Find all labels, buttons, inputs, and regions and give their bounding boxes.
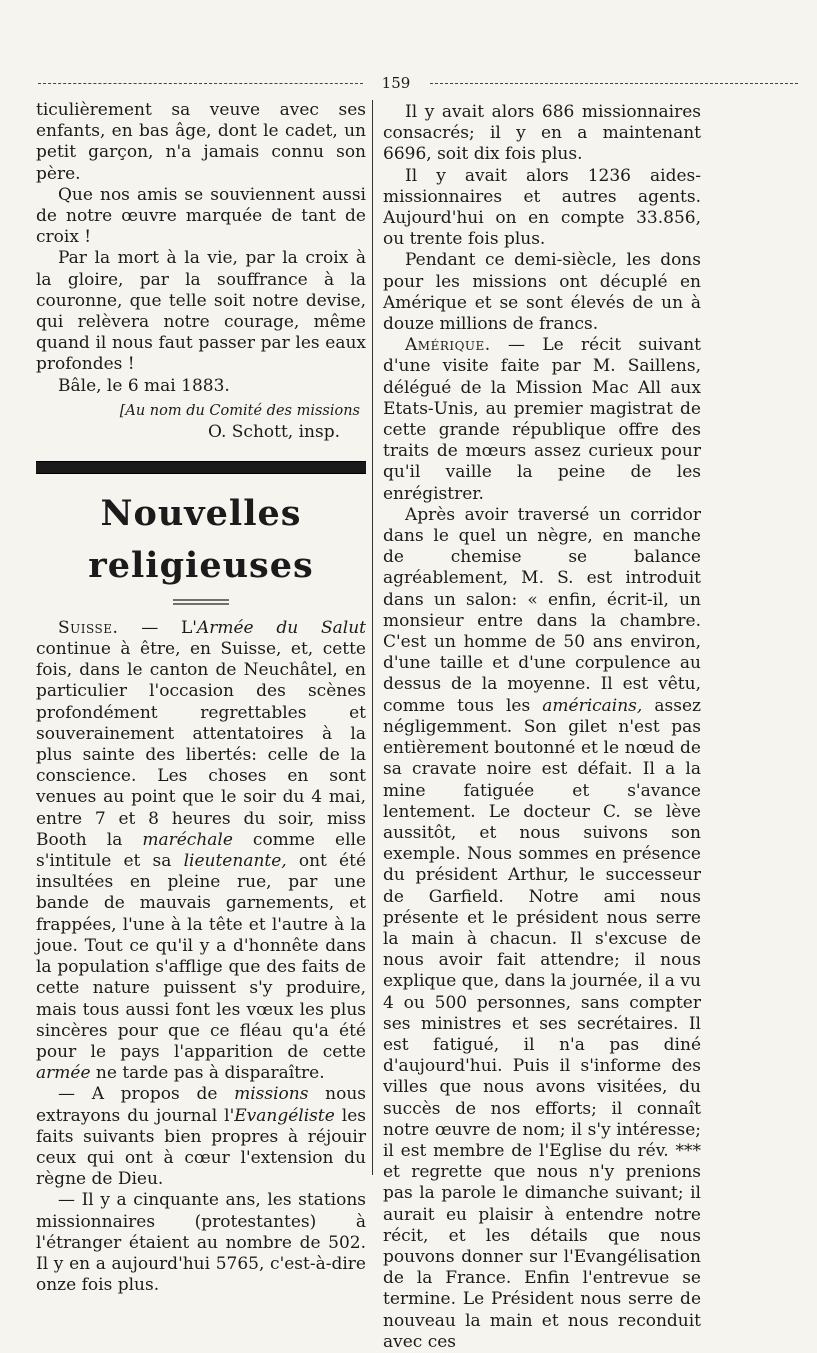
section-title: Nouvelles religieuses xyxy=(88,492,314,586)
page-number: 159 xyxy=(381,74,411,92)
paragraph: Il y avait alors 686 missionnaires consacrés; il y en a maintenant 6696, soit dix fois plus. xyxy=(383,102,701,165)
paragraph: Que nos amis se souviennent aussi de notre œuvre marquée de tant de croix ! xyxy=(36,184,366,248)
news-missions: — A propos de missions nous extrayons du journal l'Evangéliste les faits suivants bien propres à réjouir ceux qui ont à cœur l'extension du règne de Dieu. xyxy=(36,1084,367,1190)
title-ornament xyxy=(173,598,229,606)
right-column xyxy=(383,102,701,1353)
section-rule xyxy=(36,461,366,474)
signature-block xyxy=(36,401,366,443)
column-divider xyxy=(372,100,373,1175)
paragraph: Par la mort à la vie, par la croix à la gloire, par la souffrance à la couronne, que telle soit notre devise, qui relèvera notre courage, même quand il nous faut passer par les eaux profondes ! xyxy=(36,248,366,375)
header-rule-right xyxy=(430,83,798,84)
paragraph: ticulièrement sa veuve avec ses enfants, en bas âge, dont le cadet, un petit garçon, n'a jamais connu son père. xyxy=(36,100,366,184)
paragraph: Il y avait alors 1236 aides-missionnaires et autres agents. Aujourd'hui on en compte 33.856, ou trente fois plus. xyxy=(383,165,701,250)
signature-name: O. Schott, insp. xyxy=(208,421,340,442)
news-visit: Après avoir traversé un corridor dans le quel un nègre, en manche de chemise se balance agréablement, M. S. est introduit dans un salon: « enfin, écrit-il, un monsieur entre dans la chambre. C'est un homme de 50 ans environ, d'une taille et d'une corpulence au dessus de la moyenne. Il est vêtu, comme tous les américains, assez négligemment. Son gilet n'est pas entièrement boutonné et le nœud de sa cravate noire est défait. Il a la mine fatiguée et s'avance lentement. Le docteur C. se lève aussitôt, et nous suivons son exemple. Nous sommes en présence du président Arthur, le successeur de Garfield. Notre ami nous présente et le président nous serre la main à chacun. Il s'excuse de nous avoir fait attendre; il nous explique que, dans la journée, il a vu 4 ou 500 personnes, sans compter ses ministres et ses secrétaires. Il est fatigué, il n'a pas diné d'aujourd'hui. Puis il s'informe des villes que nous avons visitées, du succès de nos efforts; il connaît notre œuvre de nom; il s'y intéresse; il est membre de l'Eglise du rév. *** et regrette que nous n'y prenions pas la parole le dimanche suivant; il aurait eu plaisir à entendre notre récit, et les détails que nous pouvons donner sur l'Evangélisation de la France. Enfin l'entrevue se termine. Le Président nous serre de nouveau la main et nous reconduit avec ces xyxy=(383,504,701,1352)
news-amerique: Amérique. — Le récit suivant d'une visite faite par M. Saillens, délégué de la Mission Mac All aux Etats-Unis, au premier magistrat de cette grande république offre des traits de mœurs assez curieux pour qu'il vaille la peine de les enrégistrer. xyxy=(383,335,701,504)
header-rule-left xyxy=(38,83,363,84)
news-suisse: Suisse. — L'Armée du Salut continue à être, en Suisse, et, cette fois, dans le canton de Neuchâtel, en particulier l'occasion des scènes profondément regrettables et souverainement attentatoires à la plus sainte des libertés: celle de la conscience. Les choses en sont venues au point que le soir du 4 mai, entre 7 et 8 heures du soir, miss Booth la maréchale comme elle s'intitule et sa lieutenante, ont été insultées en pleine rue, par une bande de mauvais garnements, et frappées, l'une à la tête et l'autre à la joue. Tout ce qu'il y a d'honnête dans la population s'afflige que des faits de cette nature puissent s'y produire, mais tous aussi font les vœux les plus sincères pour que ce fléau qu'a été pour le pays l'apparition de cette armée ne tarde pas à disparaître. xyxy=(36,617,367,1084)
page-header xyxy=(38,74,798,92)
left-column xyxy=(36,100,366,1296)
news-label-amerique: Amérique. xyxy=(405,335,491,356)
paragraph: Pendant ce demi-siècle, les dons pour les missions ont décuplé en Amérique et se sont élevés de un à douze millions de francs. xyxy=(383,250,701,335)
news-stations: — Il y a cinquante ans, les stations missionnaires (protestantes) à l'étranger étaient au nombre de 502. Il y en a aujourd'hui 5765, c'est-à-dire onze fois plus. xyxy=(36,1190,366,1296)
dateline: Bâle, le 6 mai 1883. xyxy=(58,375,230,396)
news-label-suisse: Suisse. xyxy=(58,617,119,638)
signature-committee: [Au nom du Comité des missions xyxy=(119,402,360,419)
